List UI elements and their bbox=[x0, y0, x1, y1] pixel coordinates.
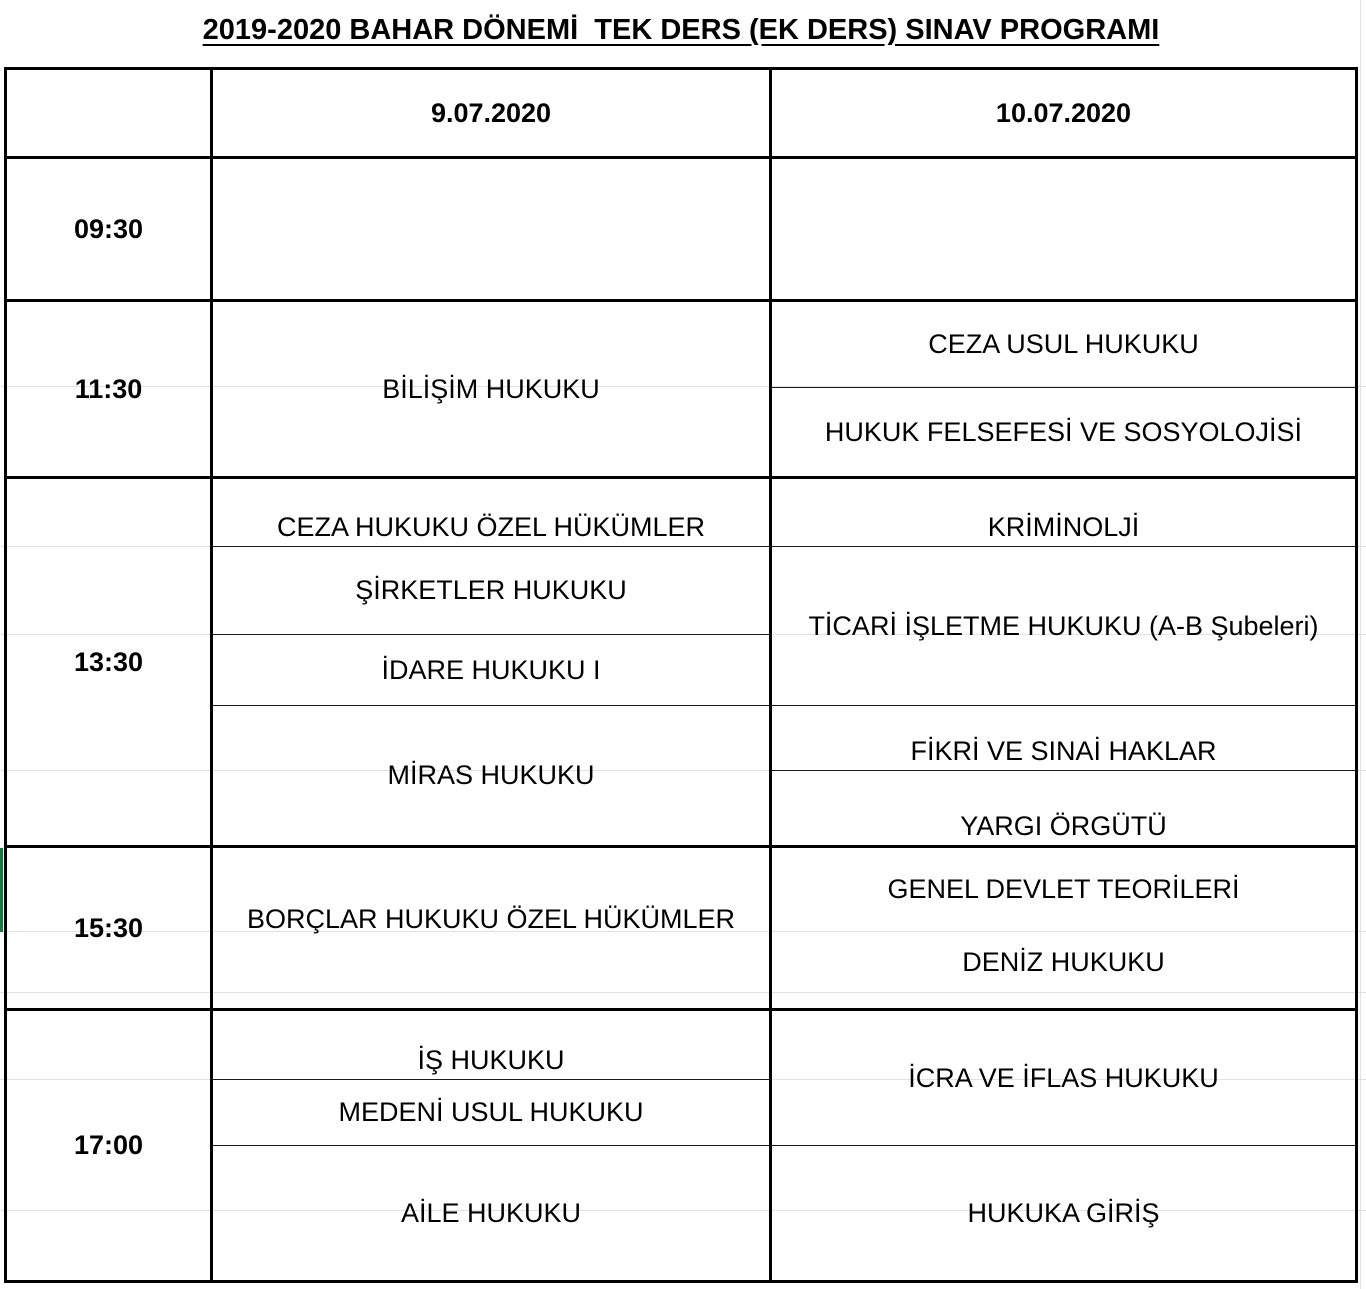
exam-day1-1700-b: MEDENİ USUL HUKUKU bbox=[338, 1097, 644, 1127]
exam-day2-1330-c: FİKRİ VE SINAİ HAKLAR bbox=[910, 735, 1217, 766]
exam-day1-1700-a: İŞ HUKUKU bbox=[417, 1044, 565, 1075]
exam-day2-1330-d: YARGI ÖRGÜTÜ bbox=[960, 810, 1167, 841]
date-header-day2: 10.07.2020 bbox=[995, 97, 1132, 128]
exam-day1-1330-d: MİRAS HUKUKU bbox=[387, 760, 595, 790]
exam-day2-1330-a: KRİMİNOLJİ bbox=[987, 511, 1140, 542]
page-title: 2019-2020 BAHAR DÖNEMİ TEK DERS (EK DERS) SINAV PROGRAMI bbox=[202, 14, 1160, 46]
exam-day1-1330-a: CEZA HUKUKU ÖZEL HÜKÜMLER bbox=[276, 511, 706, 542]
time-1700: 17:00 bbox=[73, 1130, 144, 1160]
time-1330: 13:30 bbox=[73, 646, 144, 677]
exam-day2-1130-a: CEZA USUL HUKUKU bbox=[928, 329, 1199, 359]
exam-day1-1130: BİLİŞİM HUKUKU bbox=[382, 373, 600, 404]
exam-day2-1330-b: TİCARİ İŞLETME HUKUKU (A-B Şubeleri) bbox=[808, 610, 1319, 641]
exam-day1-1700-c: AİLE HUKUKU bbox=[400, 1197, 582, 1228]
time-1530: 15:30 bbox=[73, 912, 144, 943]
time-1130: 11:30 bbox=[74, 373, 143, 404]
exam-day1-1330-c: İDARE HUKUKU I bbox=[381, 654, 601, 685]
exam-day2-1530-a: GENEL DEVLET TEORİLERİ bbox=[887, 874, 1240, 904]
row-selection-marker bbox=[0, 848, 3, 932]
time-0930: 09:30 bbox=[73, 213, 144, 244]
exam-day1-1330-b: ŞİRKETLER HUKUKU bbox=[355, 575, 627, 605]
exam-day2-1700-b: HUKUKA GİRİŞ bbox=[967, 1197, 1160, 1228]
exam-day2-1530-b: DENİZ HUKUKU bbox=[962, 946, 1165, 977]
exam-day2-1700-a: İCRA VE İFLAS HUKUKU bbox=[908, 1062, 1219, 1093]
exam-day2-1130-b: HUKUK FELSEFESİ VE SOSYOLOJİSİ bbox=[824, 416, 1303, 447]
exam-day1-1530: BORÇLAR HUKUKU ÖZEL HÜKÜMLER bbox=[246, 904, 736, 934]
date-header-day1: 9.07.2020 bbox=[430, 97, 552, 128]
